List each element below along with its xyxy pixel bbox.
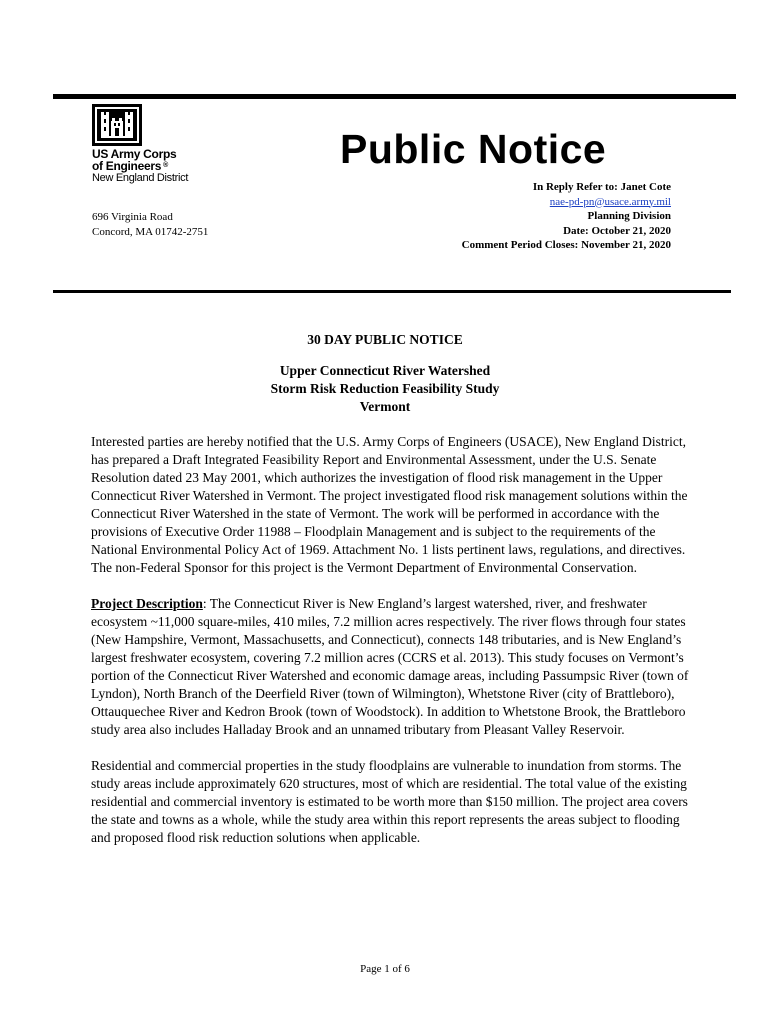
registered-mark: ® [163, 162, 168, 169]
wordmark-district: New England District [92, 172, 189, 184]
comment-period-close: Comment Period Closes: November 21, 2020 [461, 239, 671, 251]
address-line-2: Concord, MA 01742-2751 [92, 226, 209, 238]
reply-block [462, 180, 671, 253]
wordmark-line-1: US Army Corps [92, 147, 177, 161]
project-description-label: Project Description [91, 596, 203, 611]
project-description-text: : The Connecticut River is New England’s largest watershed, river, and freshwater ecosystem ~11,000 square-miles, 410 miles, 7.2 million acres respectively. The river flows through four states (New Hampshire, Vermont, Massachusetts, and Connecticut), connects 148 tributaries, and is New England’s largest freshwater ecosystem, covering 7.2 million acres (CCRS et al. 2013). This study focuses on Vermont’s portion of the Connecticut River Watershed and economic damage areas, including Passumpsic River (town of Lyndon), North Branch of the Deerfield River (town of Wilmington), Whetstone River (city of Brattleboro), Ottauquechee River and Kedron Brook (town of Woodstock). In addition to Whetstone Brook, the Brattleboro study area also includes Halladay Brook and an unnamed tributary from Pleasant Valley Reservoir. [91, 596, 689, 737]
page-number: Page 1 of 6 [360, 963, 410, 975]
top-rule [53, 94, 736, 99]
reply-contact: In Reply Refer to: Janet Cote [532, 181, 671, 193]
agency-wordmark [92, 148, 188, 184]
notice-subtitle-2: Storm Risk Reduction Feasibility Study [270, 381, 500, 396]
project-description-paragraph [91, 595, 691, 739]
notice-body [91, 433, 691, 865]
intro-paragraph: Interested parties are hereby notified that the U.S. Army Corps of Engineers (USACE), New England District, has prepared a Draft Integrated Feasibility Report and Environmental Assessment, under the U.S. Senate Resolution dated 23 May 2001, which authorizes the investigation of flood risk management in the Upper Connecticut River Watershed in Vermont. The project investigated flood risk management solutions within the Connecticut River Watershed in the state of Vermont. The work will be performed in accordance with the provisions of Executive Order 11988 – Floodplain Management and is subject to the requirements of the National Environmental Policy Act of 1969. Attachment No. 1 lists pertinent laws, regulations, and directives. The non-Federal Sponsor for this project is the Vermont Department of Environmental Conservation. [91, 434, 688, 575]
castle-logo-icon [92, 104, 142, 146]
contact-email-link[interactable]: nae-pd-pn@usace.army.mil [549, 195, 671, 208]
address-line-1: 696 Virginia Road [92, 211, 173, 223]
office-address [92, 210, 208, 240]
page-title: Public Notice [340, 126, 607, 172]
wordmark-line-2: of Engineers [92, 159, 162, 173]
notice-heading [0, 331, 770, 416]
notice-subtitle-1: Upper Connecticut River Watershed [279, 363, 491, 378]
planning-division: Planning Division [587, 210, 671, 222]
properties-paragraph: Residential and commercial properties in the study floodplains are vulnerable to inundation from storms. The study areas include approximately 620 structures, most of which are residential. The total value of the existing residential and commercial inventory is estimated to be worth more than $150 million. The project area covers the state and towns as a whole, while the study area within this report represents the areas subject to flooding and proposed flood risk reduction solutions when applicable. [91, 758, 688, 845]
section-rule [53, 290, 731, 293]
notice-date: Date: October 21, 2020 [563, 224, 671, 237]
notice-title: 30 DAY PUBLIC NOTICE [307, 332, 463, 347]
notice-subtitle-3: Vermont [359, 399, 411, 414]
